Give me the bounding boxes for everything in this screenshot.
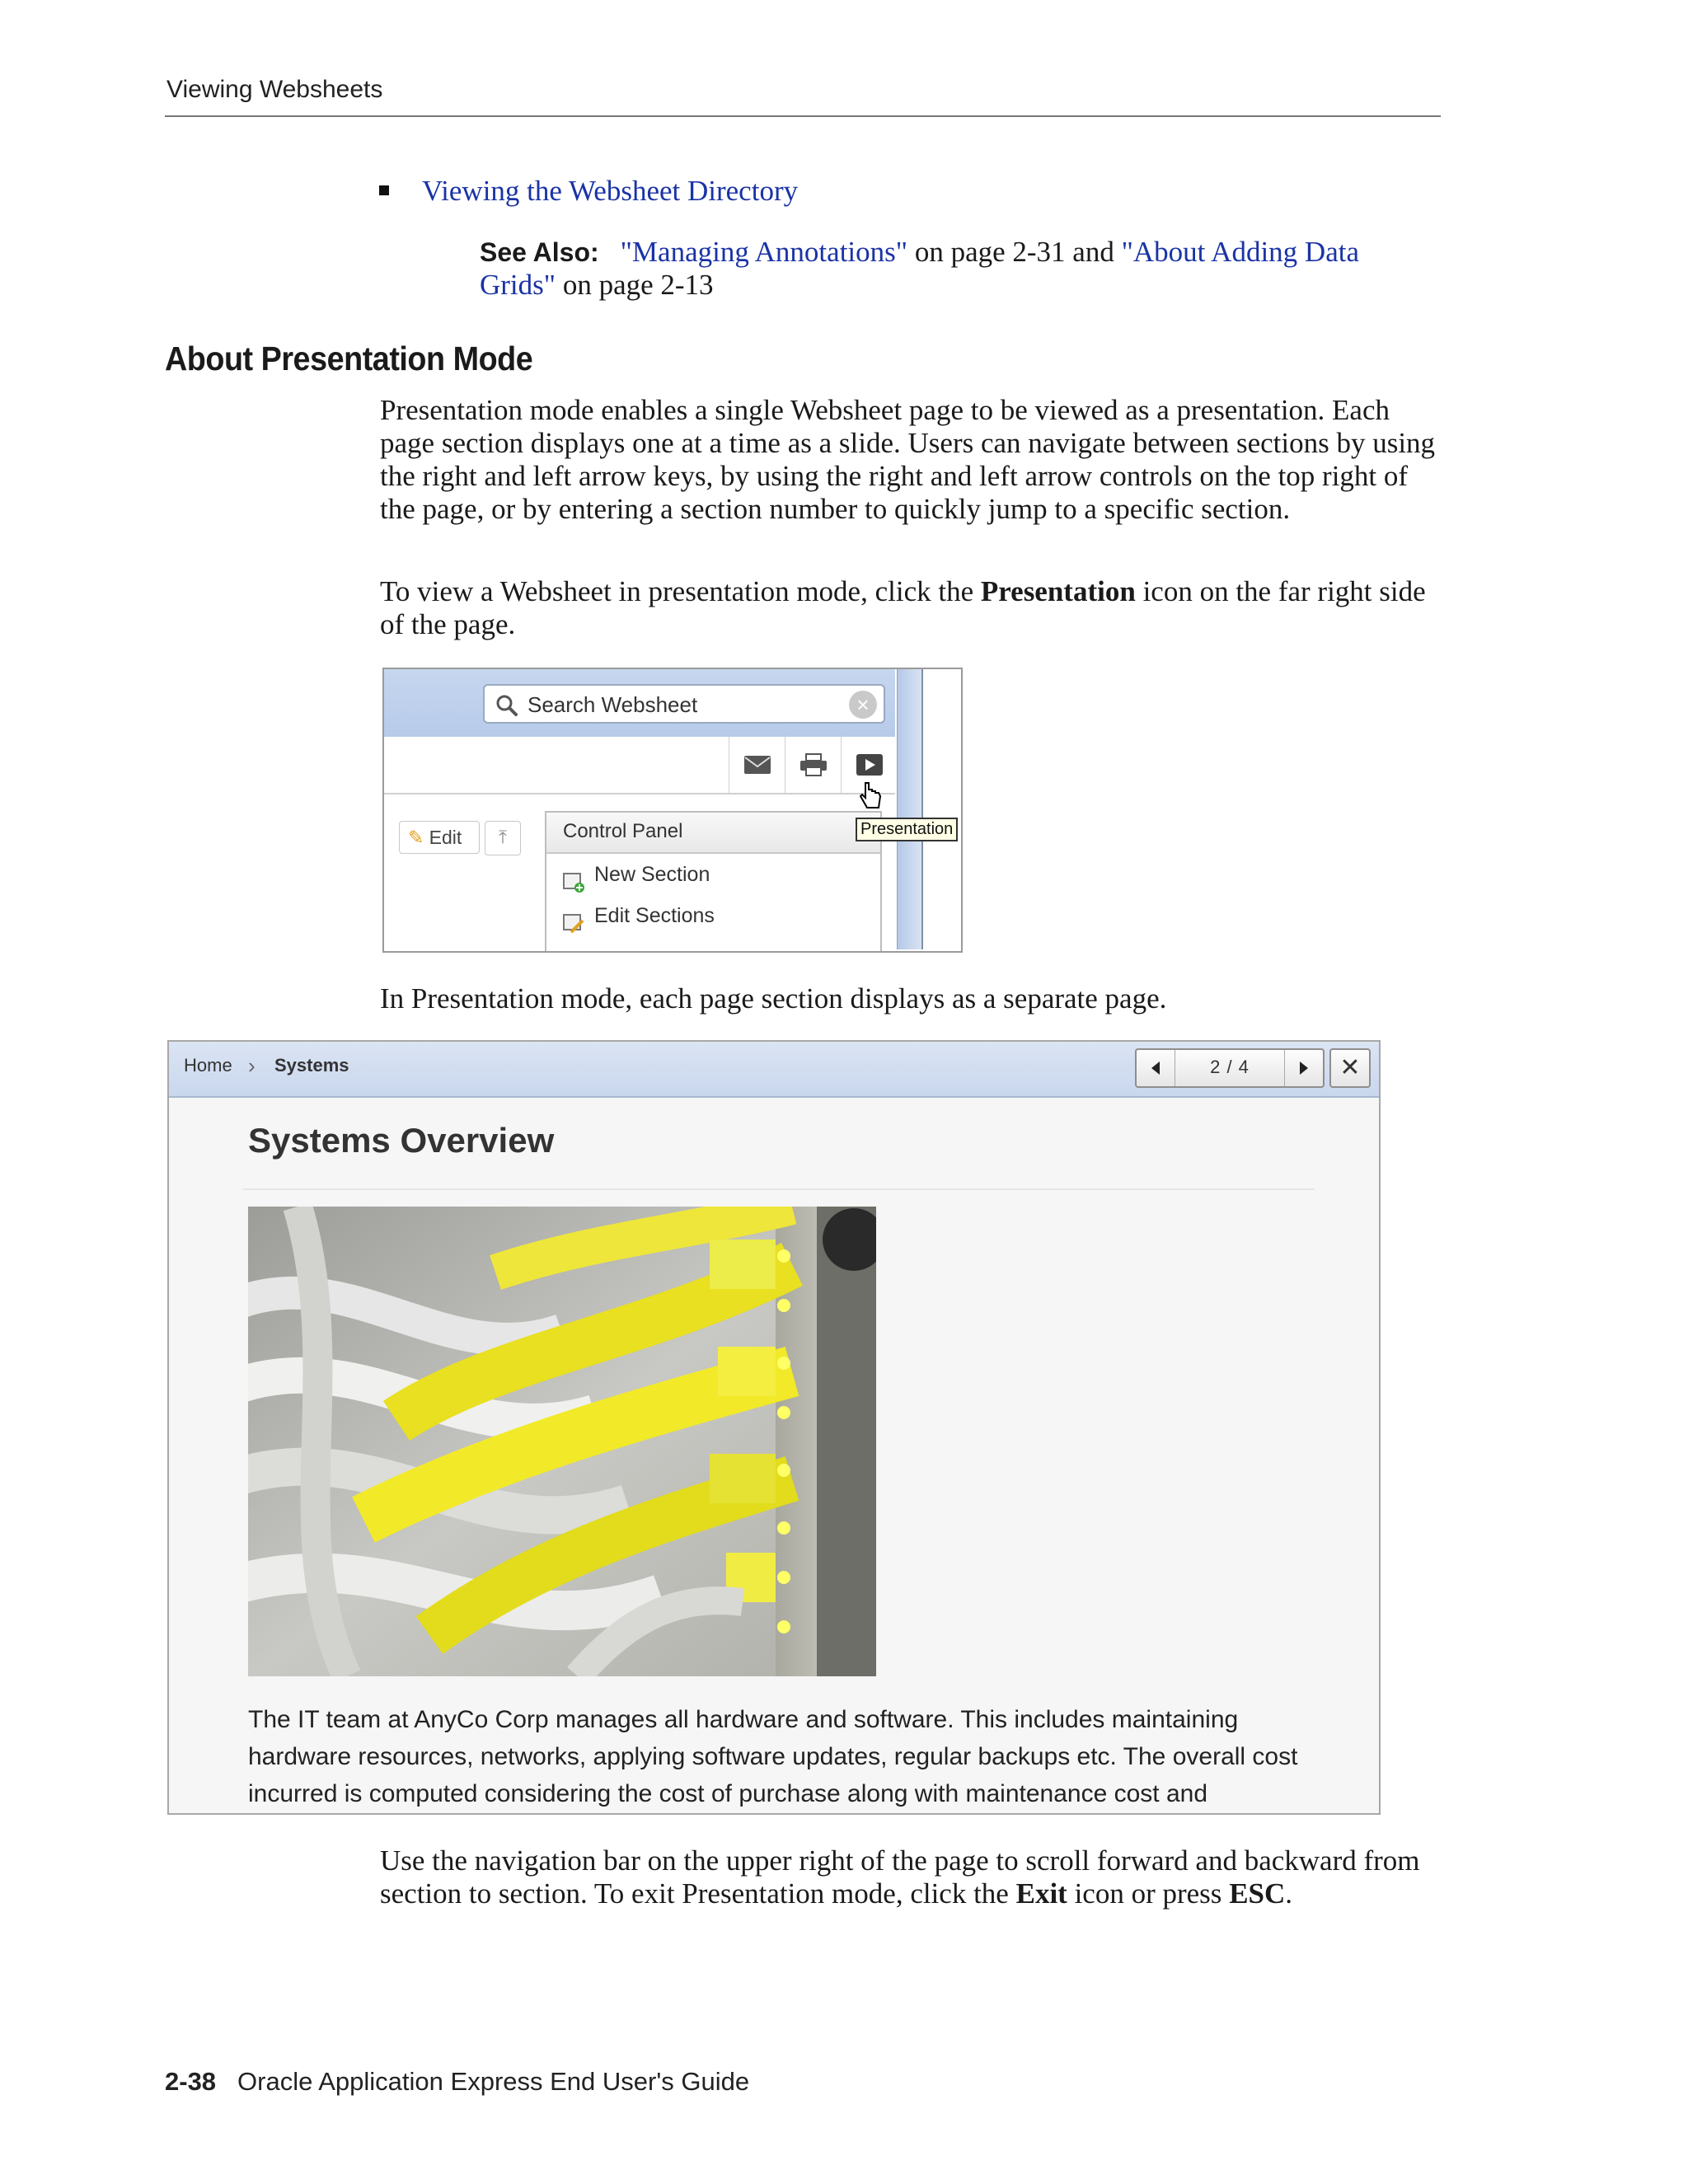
arrow-up-icon: ⤒ — [499, 827, 507, 847]
scrollbar[interactable] — [897, 669, 922, 949]
instruction-paragraph — [380, 575, 1443, 641]
search-websheet-input[interactable] — [483, 684, 885, 724]
websheet-toolbar — [384, 737, 895, 794]
arrow-right-icon — [1298, 1061, 1310, 1076]
email-icon[interactable] — [729, 737, 785, 793]
viewing-websheet-directory-link[interactable]: Viewing the Websheet Directory — [422, 175, 799, 207]
print-icon[interactable] — [785, 737, 842, 793]
see-also-label: See Also: — [480, 237, 599, 267]
para2-after: icon on the far right side of the page. — [380, 575, 1426, 640]
breadcrumb-current: Systems — [274, 1055, 349, 1076]
section-pager — [1135, 1048, 1325, 1088]
section-number-input[interactable]: 2 / 4 — [1210, 1057, 1250, 1077]
hand-cursor-icon — [859, 780, 884, 817]
see-also-text1: on page 2-31 and — [907, 236, 1122, 268]
presentation-navbar — [169, 1042, 1379, 1098]
para4-exit: Exit — [1015, 1877, 1067, 1910]
edit-sections-label: Edit Sections — [594, 904, 715, 927]
page-number: 2-38 — [165, 2067, 217, 2096]
page-footer — [165, 2067, 749, 2097]
para4-before: Use the navigation bar on the upper right of the page to scroll forward and backward from section to section. To exit Presentation mode, click the — [380, 1844, 1420, 1910]
section-description: The IT team at AnyCo Corp manages all hardware and software. This includes maintaining hardware resources, networks, applying software updates, regular backups etc. The overall cost incurred is computed considering the cost of purchase along with maintenance cost and — [248, 1706, 1298, 1807]
search-placeholder: Search Websheet — [528, 692, 698, 717]
bullet-list-item — [379, 173, 798, 209]
managing-annotations-link[interactable]: "Managing Annotations" — [620, 236, 908, 268]
exit-presentation-button[interactable] — [1329, 1048, 1371, 1088]
search-band — [384, 669, 895, 737]
intro-paragraph: Presentation mode enables a single Websheet page to be viewed as a presentation. Each page section displays one at a time as a slide. Users can navigate between sections by using the right and left arrow keys, by using the right and left arrow controls on the top right of the page, or by entering a section number to quickly jump to a specific section. — [380, 394, 1436, 525]
section-title: Systems Overview — [248, 1121, 555, 1160]
search-icon — [495, 693, 519, 722]
edit-sections-icon — [563, 907, 584, 948]
new-section-link[interactable] — [546, 854, 880, 895]
next-section-button[interactable] — [1284, 1050, 1323, 1086]
pencil-icon: ✎ — [408, 827, 424, 848]
see-also-text2: on page 2-13 — [556, 269, 714, 301]
arrow-left-icon — [1150, 1061, 1161, 1076]
control-panel-header[interactable]: Control Panel — [546, 813, 880, 854]
presentation-tooltip: Presentation — [856, 818, 958, 841]
navigation-paragraph — [380, 1844, 1443, 1910]
breadcrumb-home[interactable]: Home — [184, 1055, 232, 1076]
para4-esc: ESC — [1229, 1877, 1286, 1910]
move-up-button[interactable] — [485, 821, 521, 855]
presentation-icon-screenshot — [382, 668, 963, 953]
para4-middle: icon or press — [1067, 1877, 1230, 1910]
para2-before: To view a Websheet in presentation mode, click the — [380, 575, 981, 607]
previous-section-button[interactable] — [1137, 1050, 1175, 1086]
presentation-mode-screenshot — [167, 1040, 1381, 1815]
para4-after: . — [1285, 1877, 1293, 1910]
about-adding-data-grids-link[interactable]: "About Adding Data Grids" — [480, 236, 1360, 301]
see-also-note — [480, 236, 1436, 302]
edit-button[interactable] — [399, 821, 480, 854]
clear-search-icon[interactable]: × — [849, 691, 877, 719]
scrollbar-track — [921, 669, 963, 949]
book-title: Oracle Application Express End User's Guide — [237, 2067, 750, 2096]
new-section-label: New Section — [594, 863, 710, 886]
edit-label: Edit — [429, 827, 462, 848]
presentation-mode-paragraph: In Presentation mode, each page section displays as a separate page. — [380, 982, 1167, 1015]
breadcrumb-chevron-icon: › — [248, 1053, 256, 1078]
para2-bold: Presentation — [980, 575, 1136, 607]
network-cables-photo — [248, 1207, 876, 1676]
control-panel — [545, 811, 882, 953]
close-icon: ✕ — [1339, 1054, 1361, 1081]
bullet-marker — [379, 185, 389, 195]
edit-sections-link[interactable] — [546, 895, 880, 936]
title-divider — [243, 1188, 1315, 1190]
running-header: Viewing Websheets — [166, 76, 383, 103]
header-rule — [165, 115, 1441, 117]
section-heading: About Presentation Mode — [165, 340, 533, 377]
